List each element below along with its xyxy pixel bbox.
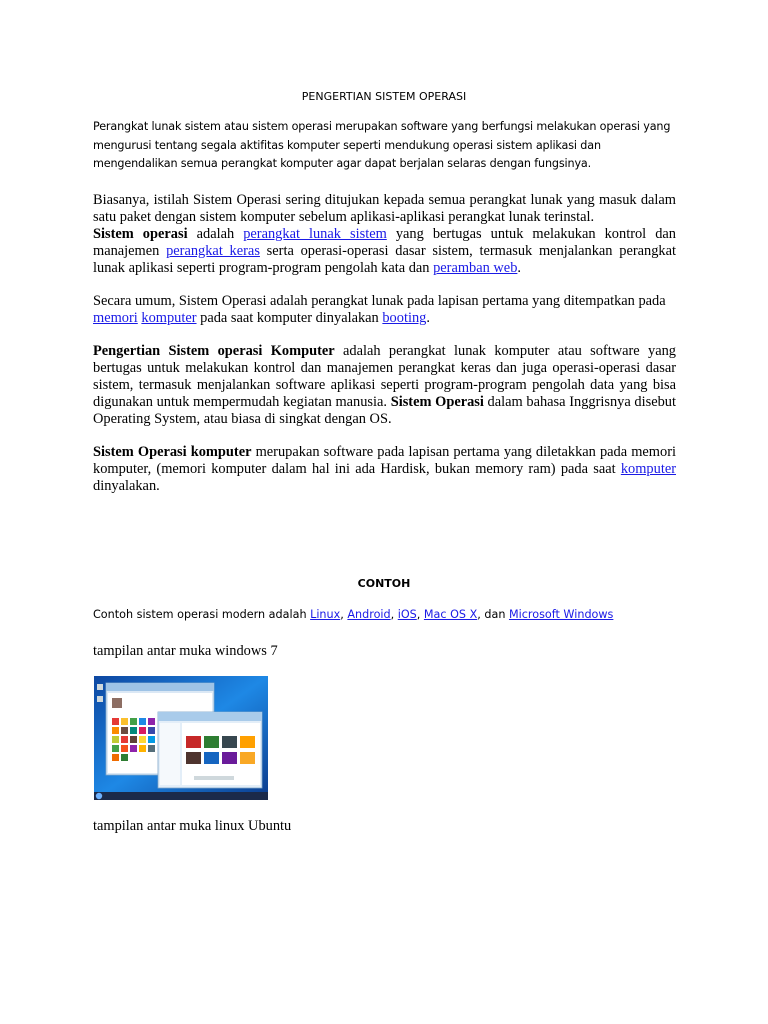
caption-windows: tampilan antar muka windows 7 bbox=[93, 643, 278, 659]
sep: , bbox=[340, 608, 348, 621]
page-title: PENGERTIAN SISTEM OPERASI bbox=[301, 90, 467, 103]
link-peramban-web[interactable]: peramban web bbox=[433, 259, 518, 276]
definition-text-2: adalah bbox=[187, 225, 244, 242]
sok-text: merupakan software pada lapisan pertama yang diletakkan pada memori komputer, (memori komputer dalam hal ini ada Hardisk, bukan memory ram) pada saat bbox=[93, 444, 676, 477]
link-mac-os-x[interactable]: Mac OS X bbox=[423, 608, 478, 621]
link-perangkat-keras[interactable]: perangkat keras bbox=[166, 242, 260, 259]
link-microsoft-windows[interactable]: Microsoft Windows bbox=[508, 608, 614, 621]
paragraph-secara-umum bbox=[93, 293, 676, 327]
umum-text-2: pada saat komputer dinyalakan bbox=[196, 309, 383, 326]
link-komputer-2[interactable]: komputer bbox=[620, 460, 676, 477]
link-memori[interactable]: memori bbox=[93, 309, 138, 326]
definition-text-3: yang bertugas untuk melakukan kontrol dan manajemen bbox=[93, 225, 676, 259]
paragraph-sistem-operasi-komputer bbox=[93, 444, 676, 495]
pengertian-text: adalah perangkat lunak komputer atau software yang bertugas untuk melakukan kontrol dan manajemen perangkat keras dan juga operasi-operasi dasar sistem, termasuk menjalankan software aplikasi seperti program-program pengolah data yang bisa digunakan untuk mempermudah kegiatan manusia. bbox=[93, 343, 676, 410]
term-sistem-operasi-2: Sistem Operasi bbox=[390, 393, 484, 410]
contoh-prefix: Contoh sistem operasi modern adalah bbox=[93, 608, 311, 621]
term-sistem-operasi: Sistem operasi bbox=[93, 225, 188, 242]
term-sistem-operasi-komputer: Sistem Operasi komputer bbox=[93, 444, 252, 460]
sep-dan: , dan bbox=[477, 608, 509, 621]
link-komputer[interactable]: komputer bbox=[141, 309, 197, 326]
definition-text-4: serta operasi-operasi dasar sistem, termasuk menjalankan perangkat lunak aplikasi seperti program-program pengolah kata dan bbox=[93, 242, 676, 276]
pengertian-text-2: dalam bahasa Inggrisnya disebut Operating System, atau biasa di singkat dengan OS. bbox=[93, 393, 676, 427]
contoh-heading: CONTOH bbox=[357, 577, 411, 590]
link-booting[interactable]: booting bbox=[382, 309, 427, 326]
link-linux[interactable]: Linux bbox=[310, 608, 341, 621]
link-ios[interactable]: iOS bbox=[397, 608, 417, 621]
paragraph-definition bbox=[93, 192, 676, 277]
intro-paragraph: Perangkat lunak sistem atau sistem operasi merupakan software yang berfungsi melakukan operasi yang mengurusi tentang segala aktifitas komputer seperti mendukung operasi sistem aplikasi dan mengendalikan semua perangkat komputer agar dapat berjalan selaras dengan fungsinya. bbox=[93, 120, 671, 170]
caption-ubuntu: tampilan antar muka linux Ubuntu bbox=[93, 818, 292, 834]
umum-text: Secara umum, Sistem Operasi adalah perangkat lunak pada lapisan pertama yang ditempatkan pada bbox=[93, 293, 666, 309]
sep: , bbox=[390, 608, 398, 621]
umum-text-3: . bbox=[426, 309, 430, 326]
contoh-line bbox=[93, 608, 613, 622]
definition-text-5: . bbox=[517, 259, 521, 276]
sep: , bbox=[416, 608, 424, 621]
link-perangkat-lunak-sistem[interactable]: perangkat lunak sistem bbox=[243, 225, 387, 242]
sok-text-2: dinyalakan. bbox=[93, 477, 160, 494]
definition-text: Biasanya, istilah Sistem Operasi sering ditujukan kepada semua perangkat lunak yang masuk dalam satu paket dengan sistem komputer sebelum aplikasi-aplikasi perangkat lunak terinstal. bbox=[93, 192, 676, 225]
link-android[interactable]: Android bbox=[347, 608, 391, 621]
windows-7-screenshot bbox=[94, 676, 268, 800]
term-pengertian: Pengertian Sistem operasi Komputer bbox=[93, 343, 335, 359]
paragraph-pengertian bbox=[93, 343, 676, 428]
